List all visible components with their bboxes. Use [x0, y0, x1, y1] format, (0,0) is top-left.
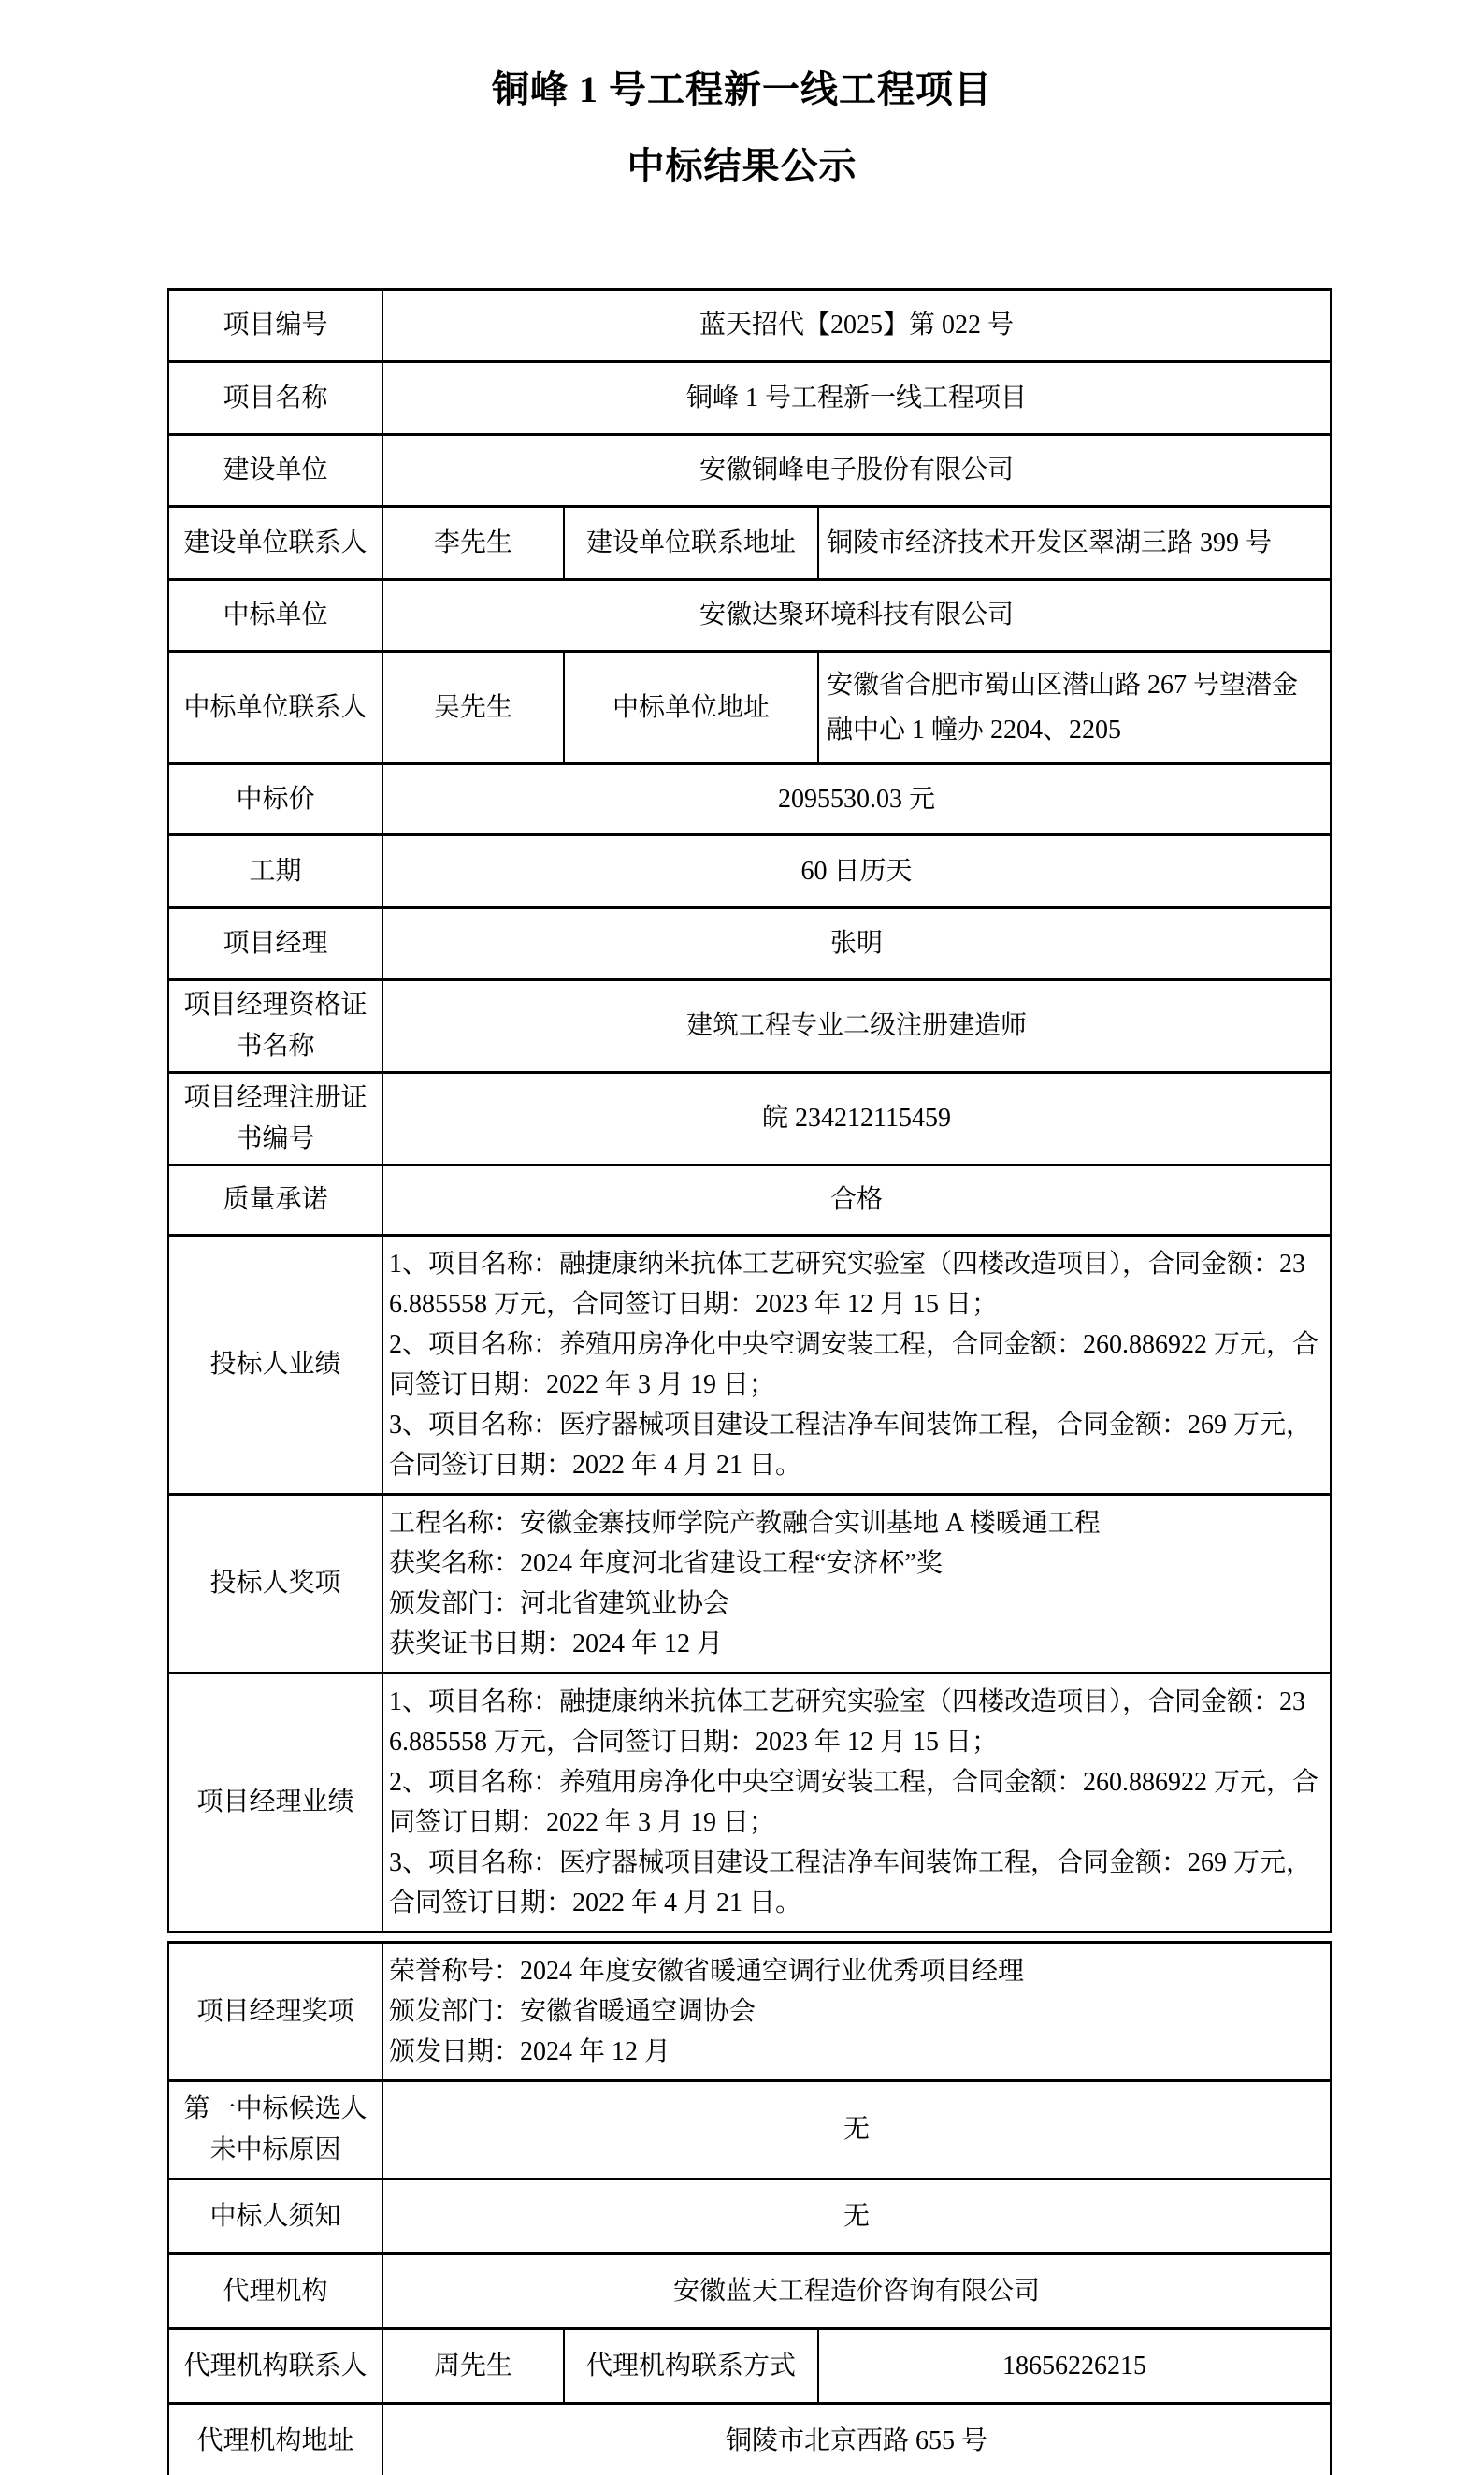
- row-value: 建筑工程专业二级注册建造师: [382, 980, 1331, 1073]
- row-value: 合格: [382, 1165, 1331, 1236]
- row-value: [382, 1943, 1331, 2081]
- row-label: 中标单位联系人: [168, 652, 382, 764]
- table-row: [168, 908, 1331, 980]
- row-text-line: 获奖证书日期：2024 年 12 月: [389, 1629, 724, 1658]
- bid-result-table-part1: [167, 288, 1332, 1933]
- table-row: [168, 1165, 1331, 1236]
- row-text-line: 2、项目名称：养殖用房净化中央空调安装工程，合同金额：260.886922 万元，合同签订日期：2022 年 3 月 19 日；: [389, 1768, 1319, 1837]
- table-row: [168, 435, 1331, 507]
- document-title-line2: 中标结果公示: [627, 145, 857, 187]
- row-value: 蓝天招代【2025】第 022 号: [382, 290, 1331, 362]
- row-label: 第一中标候选人未中标原因: [168, 2081, 382, 2179]
- row-label: 项目经理业绩: [168, 1673, 382, 1932]
- row-text-line: 1、项目名称：融捷康纳米抗体工艺研究实验室（四楼改造项目），合同金额：236.885558 万元，合同签订日期：2023 年 12 月 15 日；: [389, 1250, 1306, 1319]
- row-text-line: 获奖名称：2024 年度河北省建设工程“安济杯”奖: [389, 1549, 943, 1578]
- row-value: [382, 1236, 1331, 1495]
- row-label: 代理机构: [168, 2254, 382, 2329]
- row-text-line: 颁发部门：安徽省暖通空调协会: [389, 1997, 756, 2026]
- row-value: 安徽铜峰电子股份有限公司: [382, 435, 1331, 507]
- row-value-secondary: 18656226215: [818, 2329, 1331, 2404]
- document-title-line1: 铜峰 1 号工程新一线工程项目: [492, 68, 992, 110]
- table-row: [168, 764, 1331, 835]
- row-label: 项目经理注册证书编号: [168, 1073, 382, 1165]
- row-value: 安徽达聚环境科技有限公司: [382, 580, 1331, 652]
- bid-result-table-part2: [167, 1941, 1332, 2475]
- row-label: 质量承诺: [168, 1165, 382, 1236]
- row-label: 项目经理奖项: [168, 1943, 382, 2081]
- row-value: 无: [382, 2179, 1331, 2254]
- row-label-secondary: 建设单位联系地址: [564, 507, 818, 580]
- row-label: 建设单位联系人: [168, 507, 382, 580]
- table-row: [168, 1943, 1331, 2081]
- row-value: 60 日历天: [382, 835, 1331, 908]
- row-value: 吴先生: [382, 652, 564, 764]
- row-value-secondary: 铜陵市经济技术开发区翠湖三路 399 号: [818, 507, 1331, 580]
- row-label: 代理机构地址: [168, 2404, 382, 2475]
- row-label: 建设单位: [168, 435, 382, 507]
- row-label: 中标价: [168, 764, 382, 835]
- table-row: [168, 1073, 1331, 1165]
- row-text-line: 2、项目名称：养殖用房净化中央空调安装工程，合同金额：260.886922 万元，合同签订日期：2022 年 3 月 19 日；: [389, 1330, 1319, 1399]
- row-value: 铜陵市北京西路 655 号: [382, 2404, 1331, 2475]
- row-value: [382, 1495, 1331, 1673]
- row-label: 中标人须知: [168, 2179, 382, 2254]
- row-value: 皖 234212115459: [382, 1073, 1331, 1165]
- row-label: 项目名称: [168, 362, 382, 435]
- row-label: 投标人业绩: [168, 1236, 382, 1495]
- table-row: [168, 2179, 1331, 2254]
- table-row: [168, 580, 1331, 652]
- row-text-line: 颁发日期：2024 年 12 月: [389, 2037, 671, 2066]
- row-label: 项目经理资格证书名称: [168, 980, 382, 1073]
- row-text-line: 3、项目名称：医疗器械项目建设工程洁净车间装饰工程，合同金额：269 万元，合同签订日期：2022 年 4 月 21 日。: [389, 1411, 1313, 1480]
- row-label-secondary: 中标单位地址: [564, 652, 818, 764]
- table-row: [168, 2404, 1331, 2475]
- row-value: 李先生: [382, 507, 564, 580]
- table-row: [168, 980, 1331, 1073]
- row-value: [382, 1673, 1331, 1932]
- row-value: 张明: [382, 908, 1331, 980]
- row-label: 中标单位: [168, 580, 382, 652]
- table-row: [168, 2081, 1331, 2179]
- row-label: 工期: [168, 835, 382, 908]
- row-text-line: 1、项目名称：融捷康纳米抗体工艺研究实验室（四楼改造项目），合同金额：236.885558 万元，合同签订日期：2023 年 12 月 15 日；: [389, 1687, 1306, 1757]
- row-label-secondary: 代理机构联系方式: [564, 2329, 818, 2404]
- row-text-line: 荣誉称号：2024 年度安徽省暖通空调行业优秀项目经理: [389, 1957, 1025, 1986]
- row-text-line: 3、项目名称：医疗器械项目建设工程洁净车间装饰工程，合同金额：269 万元，合同签订日期：2022 年 4 月 21 日。: [389, 1848, 1313, 1918]
- table-row: [168, 290, 1331, 362]
- row-text-line: 工程名称：安徽金寨技师学院产教融合实训基地 A 楼暖通工程: [389, 1509, 1101, 1538]
- table-row: [168, 2329, 1331, 2404]
- table-row: [168, 507, 1331, 580]
- table-row: [168, 2254, 1331, 2329]
- row-text-line: 颁发部门：河北省建筑业协会: [389, 1589, 730, 1618]
- row-label: 代理机构联系人: [168, 2329, 382, 2404]
- table-row: [168, 362, 1331, 435]
- table-row: [168, 1495, 1331, 1673]
- row-value: 2095530.03 元: [382, 764, 1331, 835]
- row-value: 无: [382, 2081, 1331, 2179]
- row-value-secondary: 安徽省合肥市蜀山区潜山路 267 号望潜金融中心 1 幢办 2204、2205: [818, 652, 1331, 764]
- row-value: 周先生: [382, 2329, 564, 2404]
- row-label: 项目经理: [168, 908, 382, 980]
- row-label: 项目编号: [168, 290, 382, 362]
- table-row: [168, 1673, 1331, 1932]
- table-row: [168, 652, 1331, 764]
- row-value: 安徽蓝天工程造价咨询有限公司: [382, 2254, 1331, 2329]
- document-title-block: [0, 0, 1484, 189]
- table-row: [168, 1236, 1331, 1495]
- row-value: 铜峰 1 号工程新一线工程项目: [382, 362, 1331, 435]
- table-row: [168, 835, 1331, 908]
- row-label: 投标人奖项: [168, 1495, 382, 1673]
